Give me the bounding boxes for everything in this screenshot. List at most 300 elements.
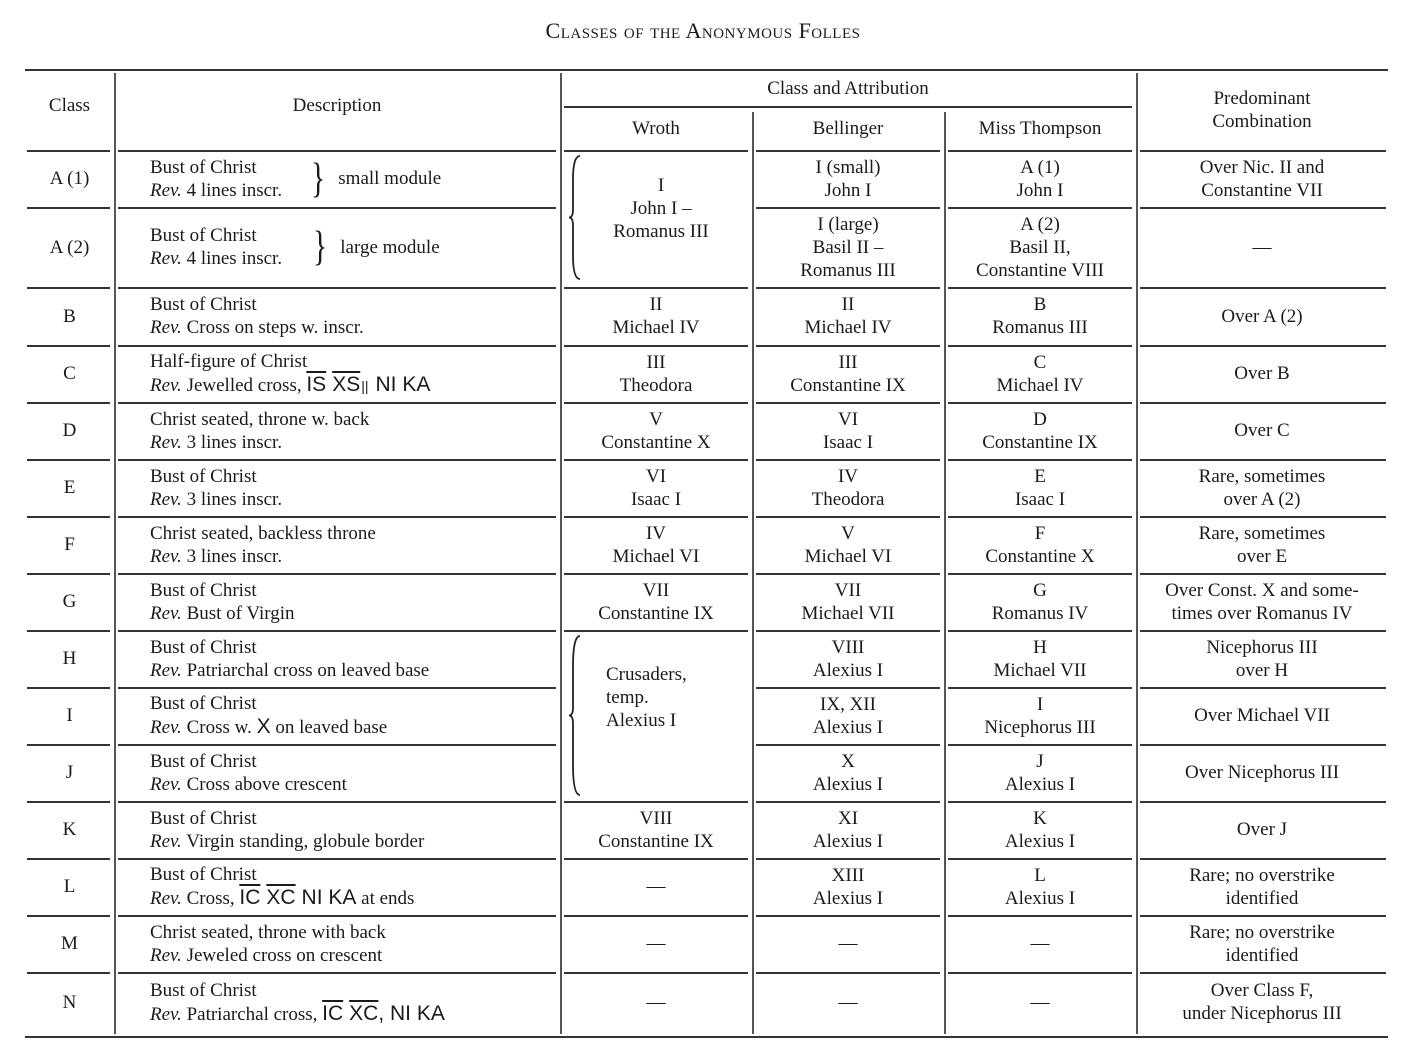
class-label bbox=[25, 744, 114, 801]
combination-cell-line: Over Class F, bbox=[1210, 980, 1314, 1001]
header-combination-line: Predominant bbox=[1213, 88, 1311, 109]
bellinger-cell-line: IX, XII bbox=[820, 693, 876, 715]
description-content bbox=[150, 293, 364, 339]
reverse-description bbox=[150, 373, 430, 398]
left-brace-icon bbox=[568, 634, 582, 797]
description-cell bbox=[114, 345, 560, 402]
combination-cell bbox=[1136, 630, 1388, 687]
reverse-description bbox=[150, 773, 347, 796]
obverse-description: Bust of Christ bbox=[150, 156, 257, 178]
thompson-cell bbox=[944, 744, 1136, 801]
header-bellinger bbox=[752, 106, 944, 150]
class-value: H bbox=[62, 648, 77, 669]
bellinger-cell-line: Constantine IX bbox=[790, 374, 906, 396]
thompson-cell-line: F bbox=[1034, 522, 1046, 544]
obverse-description: Bust of Christ bbox=[150, 750, 257, 772]
class-value: B bbox=[63, 305, 76, 327]
wroth-cell-line: Michael IV bbox=[612, 317, 700, 338]
class-label bbox=[25, 402, 114, 459]
description-lines bbox=[150, 350, 430, 398]
thompson-cell-line: A (1) bbox=[1020, 156, 1060, 178]
description-lines bbox=[150, 579, 295, 625]
class-value: K bbox=[62, 819, 77, 840]
thompson-cell-line: Constantine VIII bbox=[976, 259, 1104, 281]
class-value: A (1) bbox=[49, 168, 90, 189]
wroth-cell bbox=[560, 858, 752, 915]
wroth-cell bbox=[560, 972, 752, 1032]
thompson-cell bbox=[944, 915, 1136, 972]
combination-cell bbox=[1136, 858, 1388, 915]
bellinger-cell-line: John I bbox=[824, 179, 872, 201]
wroth-cell-line: Theodora bbox=[619, 374, 693, 396]
reverse-description bbox=[150, 179, 282, 202]
combination-cell bbox=[1136, 287, 1388, 345]
bellinger-cell bbox=[752, 287, 944, 345]
bellinger-cell-line: II bbox=[841, 294, 855, 315]
rev-text: Jewelled cross, bbox=[186, 374, 307, 396]
bellinger-cell-line: V bbox=[841, 522, 855, 544]
reverse-description bbox=[150, 886, 414, 910]
thompson-cell-line: G bbox=[1033, 579, 1047, 601]
table-title: Classes of the Anonymous Folles bbox=[545, 18, 861, 43]
thompson-cell-line: Romanus IV bbox=[991, 602, 1089, 624]
thompson-cell-line: Michael IV bbox=[996, 374, 1084, 396]
inscription-glyph: $\overline{IC}$ bbox=[239, 886, 261, 909]
wroth-cell bbox=[560, 915, 752, 972]
header-description-label: Description bbox=[292, 94, 382, 116]
combination-cell-line: over E bbox=[1236, 545, 1288, 567]
obverse-description: Half-figure of Christ bbox=[150, 350, 308, 372]
bellinger-cell-line: Basil II – bbox=[812, 236, 884, 258]
rev-text: Virgin standing, globule border bbox=[186, 830, 425, 852]
description-cell bbox=[114, 207, 560, 287]
description-lines bbox=[150, 863, 414, 910]
bellinger-cell bbox=[752, 150, 944, 207]
rev-text: Patriarchal cross, bbox=[186, 1003, 323, 1025]
description-cell bbox=[114, 915, 560, 972]
combination-cell-line: Rare, sometimes bbox=[1198, 465, 1326, 487]
wroth-cell-line: Constantine IX bbox=[598, 830, 714, 852]
description-cell bbox=[114, 858, 560, 915]
bellinger-cell bbox=[752, 459, 944, 516]
thompson-cell-line: C bbox=[1033, 351, 1047, 373]
description-content bbox=[150, 692, 387, 739]
combination-cell-line: Rare, sometimes bbox=[1198, 522, 1326, 544]
bellinger-cell-line: Alexius I bbox=[812, 659, 884, 681]
rev-text: Cross on steps w. inscr. bbox=[186, 317, 364, 338]
obverse-description: Christ seated, throne w. back bbox=[150, 408, 370, 430]
rev-label: Rev. bbox=[150, 888, 182, 909]
bellinger-cell-line: Isaac I bbox=[822, 431, 874, 453]
header-class-and-attribution bbox=[560, 70, 1136, 106]
thompson-cell-line: D bbox=[1033, 408, 1047, 430]
bellinger-cell bbox=[752, 915, 944, 972]
reverse-description bbox=[150, 659, 429, 682]
rev-text: 3 lines inscr. bbox=[186, 431, 283, 453]
inscription-glyph: , NI KA bbox=[378, 1001, 445, 1025]
description-lines bbox=[150, 921, 386, 967]
rev-label: Rev. bbox=[150, 248, 182, 269]
combination-cell-line: Over A (2) bbox=[1221, 305, 1303, 327]
bellinger-cell-line: IV bbox=[837, 465, 859, 487]
inscription-glyph: $\overline{XS}$ bbox=[332, 372, 361, 396]
description-lines bbox=[150, 807, 424, 853]
brace-icon: } bbox=[313, 224, 328, 270]
bellinger-cell bbox=[752, 345, 944, 402]
bellinger-cell-line: Alexius I bbox=[812, 773, 884, 795]
rev-label: Rev. bbox=[150, 717, 182, 738]
combination-cell-line: identified bbox=[1225, 887, 1299, 909]
thompson-cell-line: Alexius I bbox=[1004, 830, 1076, 852]
description-lines bbox=[150, 750, 347, 796]
description-content bbox=[150, 224, 440, 270]
combination-cell-line: identified bbox=[1225, 944, 1299, 966]
module-label: small module bbox=[338, 168, 442, 189]
class-value: M bbox=[61, 933, 78, 954]
wroth-cell bbox=[560, 801, 752, 858]
rev-text: Cross w. bbox=[186, 717, 257, 738]
combination-cell bbox=[1136, 516, 1388, 573]
description-content bbox=[150, 579, 295, 625]
bellinger-cell bbox=[752, 207, 944, 287]
wroth-cell bbox=[560, 287, 752, 345]
description-cell bbox=[114, 402, 560, 459]
bellinger-cell-line: XI bbox=[837, 807, 859, 829]
description-cell bbox=[114, 744, 560, 801]
class-label bbox=[25, 687, 114, 744]
inscription-glyph: NI KA bbox=[375, 372, 431, 396]
description-lines bbox=[150, 224, 282, 270]
thompson-cell-line: H bbox=[1033, 636, 1047, 658]
description-content bbox=[150, 408, 369, 454]
wroth-cell bbox=[560, 402, 752, 459]
brace-icon: } bbox=[311, 155, 326, 202]
combination-cell-line: Over Nic. II and bbox=[1199, 156, 1325, 178]
combination-cell bbox=[1136, 915, 1388, 972]
wroth-cell-line: V bbox=[649, 408, 663, 430]
class-value: I bbox=[66, 705, 73, 726]
wroth-cell bbox=[560, 516, 752, 573]
rev-text: at ends bbox=[356, 888, 415, 909]
description-lines bbox=[150, 979, 445, 1026]
bellinger-cell bbox=[752, 801, 944, 858]
wroth-merged-line: temp. bbox=[606, 687, 649, 708]
combination-cell-line: Over Nicephorus III bbox=[1184, 762, 1340, 783]
description-content bbox=[150, 522, 376, 568]
thompson-cell-line: Constantine X bbox=[985, 545, 1095, 567]
reverse-description bbox=[150, 830, 424, 853]
class-value: F bbox=[64, 534, 75, 555]
combination-cell bbox=[1136, 687, 1388, 744]
wroth-cell-line: VI bbox=[645, 465, 667, 487]
thompson-cell-line: Nicephorus III bbox=[984, 716, 1096, 738]
bellinger-cell-line: X bbox=[841, 750, 855, 772]
bellinger-cell-line: Michael VI bbox=[804, 545, 892, 567]
wroth-cell-line: VIII bbox=[639, 807, 673, 829]
header-wroth-label: Wroth bbox=[632, 117, 680, 139]
wroth-cell bbox=[560, 459, 752, 516]
header-class bbox=[25, 70, 114, 140]
combination-cell-line: Constantine VII bbox=[1201, 179, 1323, 201]
reverse-description bbox=[150, 545, 376, 568]
class-label bbox=[25, 858, 114, 915]
bellinger-cell bbox=[752, 687, 944, 744]
bellinger-cell-line: Michael IV bbox=[804, 317, 892, 338]
wroth-cell-line: IV bbox=[645, 522, 667, 544]
inscription-glyph: NI KA bbox=[301, 886, 357, 909]
class-label bbox=[25, 516, 114, 573]
thompson-cell bbox=[944, 687, 1136, 744]
reverse-description bbox=[150, 316, 364, 339]
obverse-description: Bust of Christ bbox=[150, 465, 257, 487]
bellinger-cell bbox=[752, 858, 944, 915]
rev-text: 4 lines inscr. bbox=[186, 248, 283, 269]
wroth-merged-line: Alexius I bbox=[606, 710, 677, 731]
combination-cell-line: times over Romanus IV bbox=[1171, 602, 1353, 624]
module-label: large module bbox=[340, 236, 440, 258]
thompson-cell-line: L bbox=[1034, 864, 1046, 886]
header-thompson-label: Miss Thompson bbox=[978, 117, 1102, 139]
rev-text: Cross above crescent bbox=[186, 773, 347, 795]
class-label bbox=[25, 630, 114, 687]
class-label bbox=[25, 972, 114, 1032]
combination-cell-line: Rare; no overstrike bbox=[1189, 864, 1335, 886]
description-content bbox=[150, 979, 445, 1026]
bellinger-cell-line: VII bbox=[834, 579, 862, 601]
reverse-description bbox=[150, 247, 282, 270]
combination-cell bbox=[1136, 402, 1388, 459]
thompson-cell bbox=[944, 630, 1136, 687]
rev-label: Rev. bbox=[150, 1003, 182, 1025]
description-content bbox=[150, 807, 424, 853]
bellinger-cell-line: — bbox=[838, 991, 858, 1013]
thompson-cell-line: Michael VII bbox=[993, 659, 1087, 681]
rev-label: Rev. bbox=[150, 602, 182, 624]
combination-cell-line: Nicephorus III bbox=[1206, 636, 1318, 658]
rev-label: Rev. bbox=[150, 431, 182, 453]
combination-cell-line: — bbox=[1252, 236, 1272, 258]
description-content bbox=[150, 636, 429, 682]
rev-text: Jeweled cross on crescent bbox=[186, 944, 383, 966]
description-lines bbox=[150, 156, 282, 202]
combination-cell-line: under Nicephorus III bbox=[1182, 1003, 1342, 1024]
thompson-cell bbox=[944, 573, 1136, 630]
bellinger-cell-line: VI bbox=[837, 408, 859, 430]
thompson-cell bbox=[944, 801, 1136, 858]
bellinger-cell bbox=[752, 402, 944, 459]
reverse-description bbox=[150, 1002, 445, 1026]
class-label bbox=[25, 345, 114, 402]
bellinger-cell-line: VIII bbox=[831, 636, 865, 658]
description-lines bbox=[150, 293, 364, 339]
obverse-description: Bust of Christ bbox=[150, 225, 257, 246]
class-label bbox=[25, 287, 114, 345]
description-content bbox=[150, 921, 386, 967]
wroth-cell-line: VII bbox=[642, 579, 670, 601]
wroth-cell-line: Constantine X bbox=[601, 431, 711, 453]
wroth-merged-a-line: Romanus III bbox=[613, 221, 709, 242]
thompson-cell-line: — bbox=[1030, 933, 1050, 954]
bellinger-cell-line: Michael VII bbox=[801, 602, 895, 624]
rev-text: 3 lines inscr. bbox=[186, 545, 283, 567]
bellinger-cell-line: Alexius I bbox=[812, 716, 884, 738]
thompson-cell-line: E bbox=[1034, 465, 1046, 487]
wroth-cell-line: Isaac I bbox=[630, 488, 682, 510]
combination-cell-line: over A (2) bbox=[1223, 488, 1301, 510]
description-lines bbox=[150, 408, 369, 454]
description-content bbox=[150, 465, 282, 511]
combination-cell-line: Over Const. X and some- bbox=[1165, 579, 1359, 601]
header-attribution-label: Class and Attribution bbox=[767, 77, 929, 99]
inscription-glyph: $\overline{XC}$ bbox=[349, 1001, 379, 1025]
description-cell bbox=[114, 687, 560, 744]
class-label bbox=[25, 573, 114, 630]
rev-label: Rev. bbox=[150, 545, 182, 567]
class-label bbox=[25, 915, 114, 972]
thompson-cell-line: — bbox=[1030, 991, 1050, 1013]
thompson-cell-line: Alexius I bbox=[1004, 773, 1076, 795]
header-class-label: Class bbox=[48, 94, 91, 116]
obverse-description: Bust of Christ bbox=[150, 579, 257, 601]
obverse-description: Bust of Christ bbox=[150, 864, 257, 885]
bellinger-cell bbox=[752, 573, 944, 630]
reverse-description bbox=[150, 944, 386, 967]
combination-cell-line: over H bbox=[1235, 659, 1289, 681]
combination-cell bbox=[1136, 573, 1388, 630]
rev-text: 4 lines inscr. bbox=[186, 179, 283, 201]
bellinger-cell-line: Romanus III bbox=[800, 259, 896, 281]
obverse-description: Bust of Christ bbox=[150, 636, 257, 658]
class-value: A (2) bbox=[49, 236, 90, 258]
thompson-cell-line: B bbox=[1033, 294, 1047, 315]
bellinger-cell-line: Theodora bbox=[811, 488, 885, 510]
description-cell bbox=[114, 630, 560, 687]
thompson-cell-line: J bbox=[1036, 750, 1044, 772]
rev-label: Rev. bbox=[150, 179, 182, 201]
description-lines bbox=[150, 692, 387, 739]
thompson-cell-line: Basil II, bbox=[1009, 236, 1071, 258]
thompson-cell-line: A (2) bbox=[1020, 213, 1060, 235]
wroth-cell-line: II bbox=[649, 294, 663, 315]
bellinger-cell-line: III bbox=[838, 351, 858, 373]
bellinger-cell bbox=[752, 516, 944, 573]
class-value: D bbox=[62, 420, 77, 441]
class-value: G bbox=[62, 591, 77, 612]
description-content bbox=[150, 750, 347, 796]
obverse-description: Bust of Christ bbox=[150, 294, 257, 315]
thompson-cell-line: Constantine IX bbox=[982, 431, 1098, 453]
combination-cell-line: Rare; no overstrike bbox=[1189, 921, 1335, 943]
wroth-cell-line: — bbox=[646, 991, 666, 1013]
thompson-cell bbox=[944, 516, 1136, 573]
combination-cell bbox=[1136, 744, 1388, 801]
combination-cell bbox=[1136, 150, 1388, 207]
description-cell bbox=[114, 972, 560, 1032]
bellinger-cell-line: Alexius I bbox=[812, 830, 884, 852]
combination-cell-line: Over J bbox=[1236, 819, 1288, 840]
thompson-cell bbox=[944, 207, 1136, 287]
rev-text: on leaved base bbox=[270, 717, 388, 738]
rev-text: 3 lines inscr. bbox=[186, 488, 283, 510]
obverse-description: Christ seated, throne with back bbox=[150, 921, 386, 943]
description-cell bbox=[114, 150, 560, 207]
wroth-cell-line: Michael VI bbox=[612, 545, 700, 567]
rev-text: Bust of Virgin bbox=[186, 602, 295, 624]
wroth-cell bbox=[560, 573, 752, 630]
rev-label: Rev. bbox=[150, 830, 182, 852]
class-value: N bbox=[62, 991, 77, 1013]
header-bellinger-label: Bellinger bbox=[812, 117, 884, 139]
class-value: J bbox=[65, 762, 74, 783]
obverse-description: Bust of Christ bbox=[150, 979, 257, 1001]
class-value: E bbox=[63, 477, 76, 498]
wroth-cell-line: Constantine IX bbox=[598, 602, 714, 624]
bellinger-cell bbox=[752, 744, 944, 801]
combination-cell bbox=[1136, 345, 1388, 402]
description-cell bbox=[114, 287, 560, 345]
description-lines bbox=[150, 465, 282, 511]
obverse-description: Bust of Christ bbox=[150, 807, 257, 829]
bellinger-cell-line: — bbox=[838, 933, 858, 954]
bellinger-cell-line: XIII bbox=[831, 864, 865, 886]
thompson-cell-line: I bbox=[1036, 693, 1044, 715]
class-value: C bbox=[63, 363, 76, 384]
description-cell bbox=[114, 516, 560, 573]
thompson-cell bbox=[944, 459, 1136, 516]
bellinger-cell bbox=[752, 630, 944, 687]
thompson-cell bbox=[944, 345, 1136, 402]
description-cell bbox=[114, 801, 560, 858]
wroth-merged-a bbox=[570, 150, 752, 267]
inscription-glyph: || bbox=[361, 377, 369, 394]
description-cell bbox=[114, 459, 560, 516]
reverse-description bbox=[150, 602, 295, 625]
wroth-cell-line: — bbox=[646, 876, 666, 897]
thompson-cell-line: John I bbox=[1016, 179, 1064, 201]
rev-label: Rev. bbox=[150, 317, 182, 338]
thompson-cell-line: K bbox=[1033, 807, 1047, 829]
header-predominant-combination bbox=[1136, 70, 1388, 150]
class-label bbox=[25, 207, 114, 287]
rev-label: Rev. bbox=[150, 944, 182, 966]
description-content bbox=[150, 156, 441, 202]
thompson-cell bbox=[944, 150, 1136, 207]
reverse-description bbox=[150, 488, 282, 511]
thompson-cell bbox=[944, 972, 1136, 1032]
reverse-description bbox=[150, 431, 369, 454]
wroth-cell-line: — bbox=[646, 933, 666, 954]
table-bottom-rule bbox=[25, 1036, 1388, 1038]
rev-text: Cross, bbox=[186, 888, 240, 909]
reverse-description bbox=[150, 715, 387, 739]
description-content bbox=[150, 350, 430, 398]
combination-cell bbox=[1136, 972, 1388, 1032]
combination-cell bbox=[1136, 459, 1388, 516]
thompson-cell bbox=[944, 402, 1136, 459]
thompson-cell-line: Romanus III bbox=[992, 317, 1088, 338]
inscription-glyph: $\overline{IC}$ bbox=[322, 1001, 344, 1025]
combination-cell-line: Over B bbox=[1234, 363, 1290, 384]
inscription-glyph: $\overline{IS}$ bbox=[306, 372, 327, 396]
header-combination-line: Combination bbox=[1212, 111, 1312, 132]
combination-cell bbox=[1136, 801, 1388, 858]
class-label bbox=[25, 801, 114, 858]
wroth-cell-line: III bbox=[646, 351, 666, 373]
rev-text: Patriarchal cross on leaved base bbox=[186, 659, 430, 681]
description-content bbox=[150, 863, 414, 910]
combination-cell-line: Over Michael VII bbox=[1194, 705, 1330, 726]
class-label bbox=[25, 150, 114, 207]
